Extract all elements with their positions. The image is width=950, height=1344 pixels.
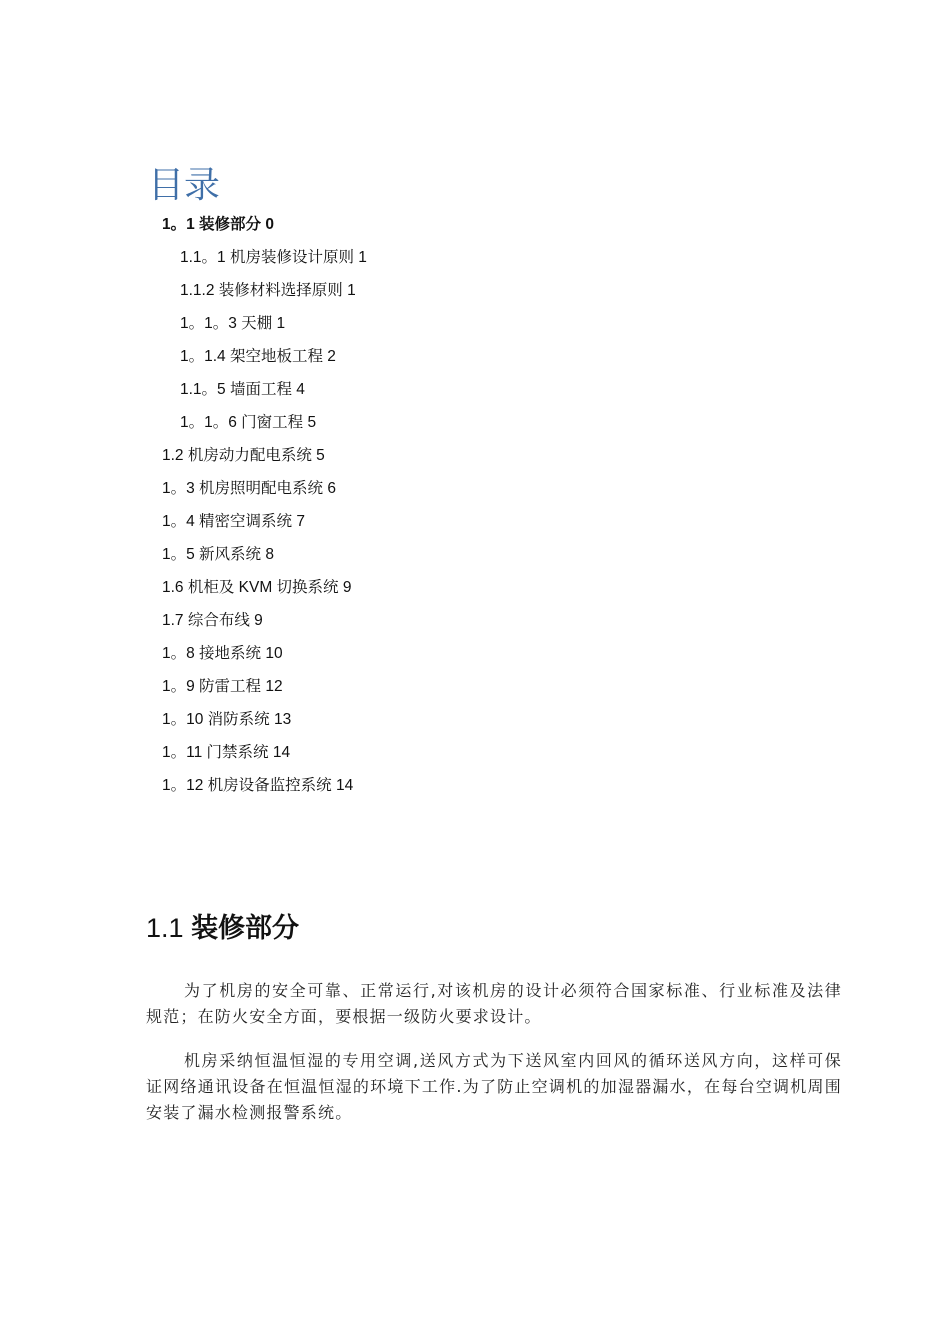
toc-item-1-8[interactable]: 1。8 接地系统 10 — [162, 645, 283, 662]
toc-item-1-1[interactable]: 1。1 装修部分 0 — [162, 216, 274, 233]
section-number: 1.1 — [146, 913, 184, 943]
body-paragraph: 机房采纳恒温恒湿的专用空调,送风方式为下送风室内回风的循环送风方向，这样可保证网络通讯设备在恒温恒湿的环境下工作.为了防止空调机的加湿器漏水，在每台空调机周围安装了漏水检测报警系统。 — [146, 1051, 842, 1122]
toc-item-1-4[interactable]: 1。4 精密空调系统 7 — [162, 513, 305, 530]
toc-item-1-5[interactable]: 1。5 新风系统 8 — [162, 546, 274, 563]
toc-item-1-1-1[interactable]: 1.1。1 机房装修设计原则 1 — [180, 249, 367, 266]
toc-item-1-11[interactable]: 1。11 门禁系统 14 — [162, 744, 291, 761]
toc-item-1-1-4[interactable]: 1。1.4 架空地板工程 2 — [180, 348, 336, 365]
toc-item-1-3[interactable]: 1。3 机房照明配电系统 6 — [162, 480, 336, 497]
toc-item-1-10[interactable]: 1。10 消防系统 13 — [162, 711, 292, 728]
toc-item-1-6[interactable]: 1.6 机柜及 KVM 切换系统 9 — [162, 579, 352, 596]
section-heading — [146, 906, 299, 950]
toc-item-1-1-6[interactable]: 1。1。6 门窗工程 5 — [180, 414, 317, 431]
toc-title: 目录 — [148, 165, 221, 206]
body-paragraph: 为了机房的安全可靠、正常运行,对该机房的设计必须符合国家标准、行业标准及法律规范；在防火安全方面，要根据一级防火要求设计。 — [146, 981, 842, 1026]
toc-item-1-12[interactable]: 1。12 机房设备监控系统 14 — [162, 777, 354, 794]
toc-item-1-7[interactable]: 1.7 综合布线 9 — [162, 612, 263, 629]
table-of-contents — [0, 208, 367, 802]
toc-item-1-2[interactable]: 1.2 机房动力配电系统 5 — [162, 447, 325, 464]
toc-item-1-9[interactable]: 1。9 防雷工程 12 — [162, 678, 283, 695]
toc-item-1-1-3[interactable]: 1。1。3 天棚 1 — [180, 315, 286, 332]
toc-item-1-1-2[interactable]: 1.1.2 装修材料选择原则 1 — [180, 282, 356, 299]
section-title: 装修部分 — [191, 913, 300, 943]
toc-item-1-1-5[interactable]: 1.1。5 墙面工程 4 — [180, 381, 305, 398]
